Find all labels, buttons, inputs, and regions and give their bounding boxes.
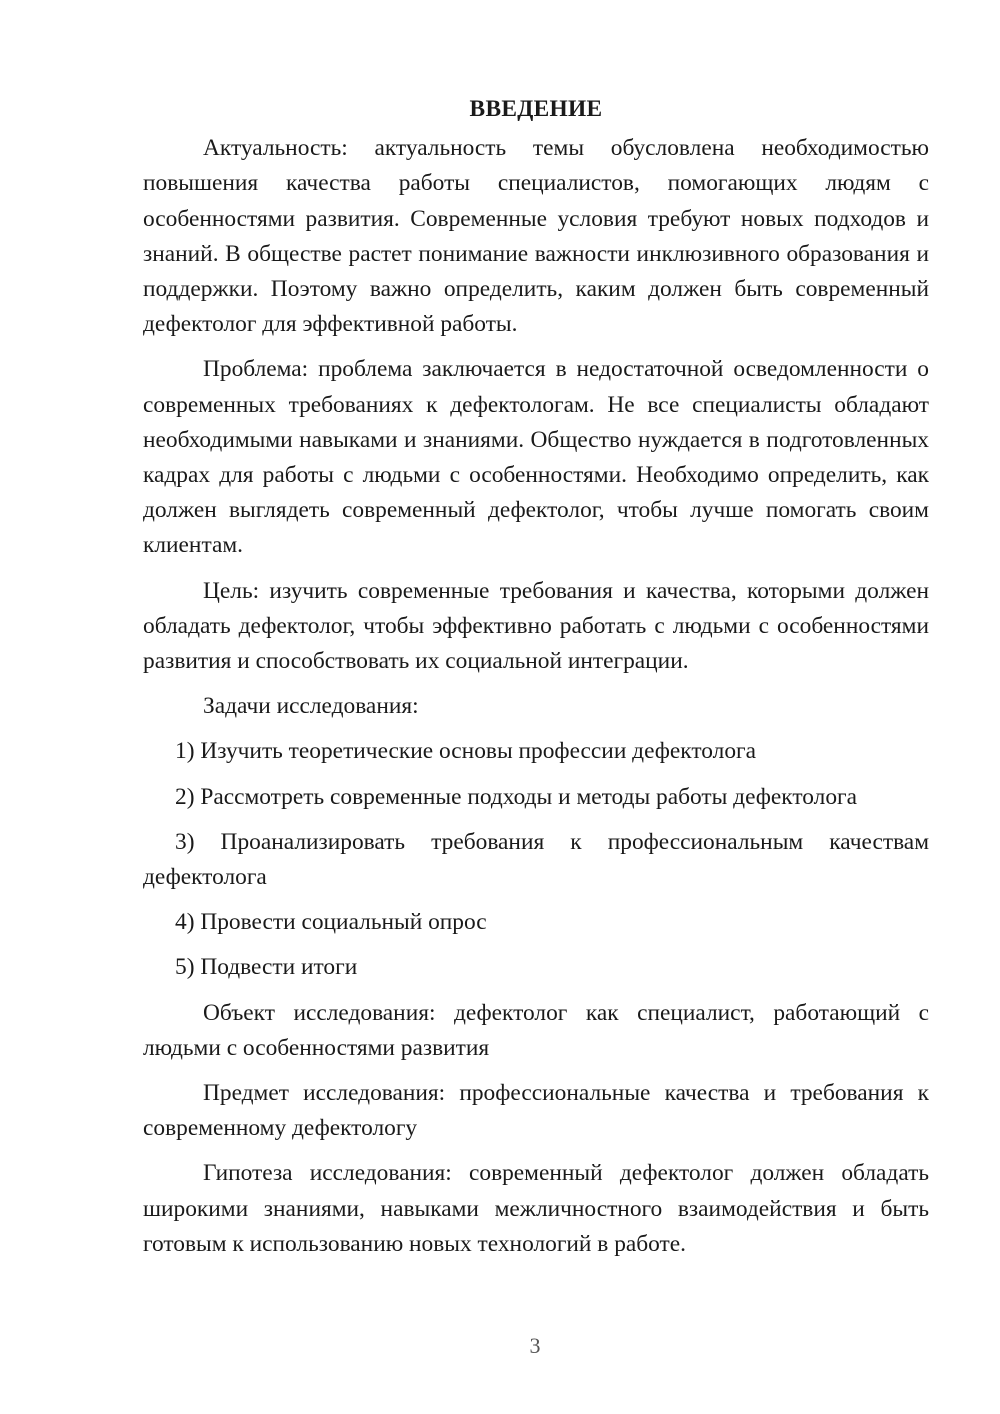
problem-paragraph: Проблема: проблема заключается в недостаточной осведомленности о современных требованиях к дефектологам. Не все специалисты обладают необходимыми навыками и знаниями. Общество нуждается в подготовленных кадрах для работы с людьми с особенностями. Необходимо определить, как должен выглядеть современный дефектолог, чтобы лучше помогать своим клиентам. bbox=[143, 356, 929, 559]
tasks-heading: Задачи исследования: bbox=[203, 693, 419, 720]
page-number: 3 bbox=[529, 1333, 541, 1358]
relevance-paragraph: Актуальность: актуальность темы обусловлена необходимостью повышения качества работы специалистов, помогающих людям с особенностями развития. Современные условия требуют новых подходов и знаний. В обществе растет понимание важности инклюзивного образования и поддержки. Поэтому важно определить, каким должен быть современный дефектолог для эффективной работы. bbox=[143, 135, 929, 338]
task-item-5: 5) Подвести итоги bbox=[175, 954, 358, 981]
goal-paragraph: Цель: изучить современные требования и качества, которыми должен обладать дефектолог, чтобы эффективно работать с людьми с особенностями развития и способствовать их социальной интеграции. bbox=[143, 577, 929, 675]
page-content bbox=[143, 92, 929, 1272]
task-item-3: 3) Проанализировать требования к профессиональным качествам дефектолога bbox=[143, 828, 929, 891]
page-title: ВВЕДЕНИЕ bbox=[469, 96, 603, 122]
task-item-2: 2) Рассмотреть современные подходы и методы работы дефектолога bbox=[175, 783, 857, 810]
object-paragraph: Объект исследования: дефектолог как специалист, работающий с людьми с особенностями развития bbox=[143, 999, 929, 1061]
task-item-1: 1) Изучить теоретические основы профессии дефектолога bbox=[175, 738, 756, 765]
hypothesis-paragraph: Гипотеза исследования: современный дефектолог должен обладать широкими знаниями, навыками межличностного взаимодействия и быть готовым к использованию новых технологий в работе. bbox=[143, 1160, 929, 1257]
task-item-4: 4) Провести социальный опрос bbox=[175, 909, 487, 936]
subject-paragraph: Предмет исследования: профессиональные качества и требования к современному дефектологу bbox=[143, 1080, 929, 1142]
tasks-list bbox=[143, 734, 929, 985]
